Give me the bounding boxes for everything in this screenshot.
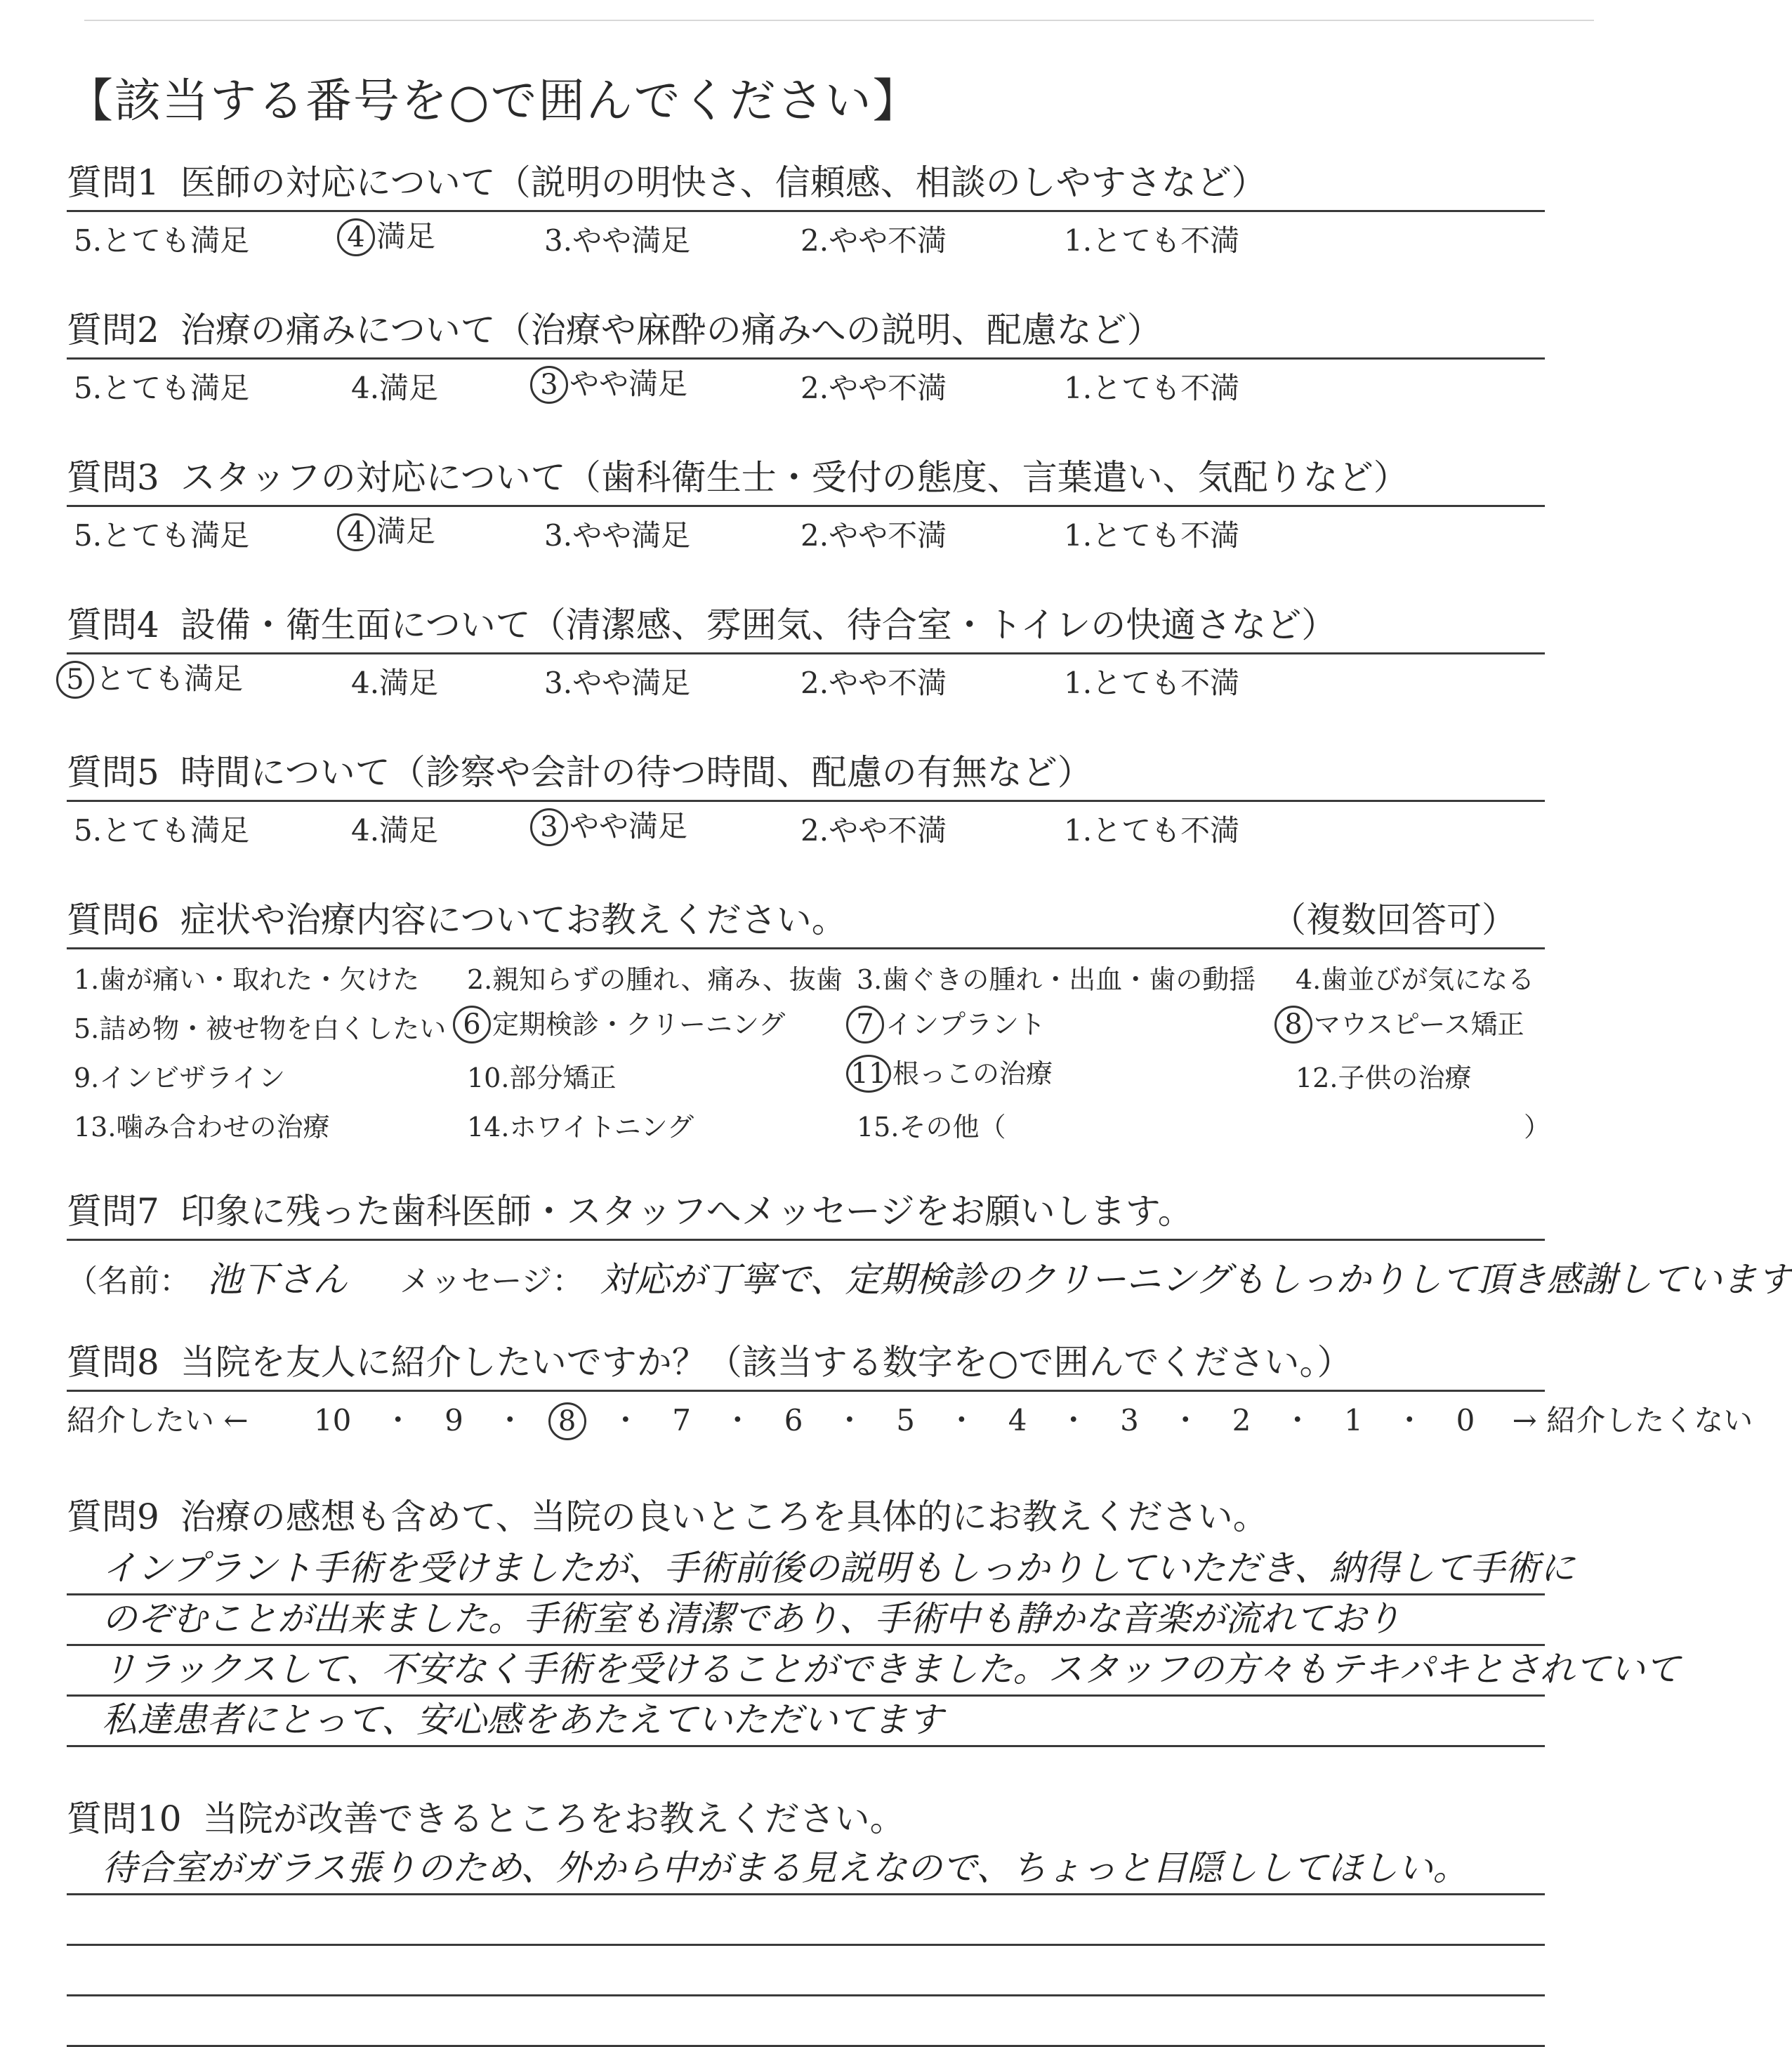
other-close-paren: ） [1524, 1112, 1551, 1143]
option-9[interactable]: 9.インビザライン [74, 1062, 286, 1093]
option-12[interactable]: 12.子供の治療 [1296, 1062, 1472, 1093]
option-1[interactable]: 1.とても不満 [1064, 371, 1240, 405]
question-text: 設備・衛生面について（清潔感、雰囲気、待合室・トイレの快適さなど） [180, 605, 1337, 645]
scale-6[interactable]: 6 [784, 1403, 803, 1437]
question-text: スタッフの対応について（歯科衛生士・受付の態度、言葉遣い、気配りなど） [180, 457, 1409, 498]
scale-0[interactable]: 0 [1456, 1403, 1475, 1437]
question-number: 質問5 [67, 752, 159, 793]
option-2[interactable]: 2.やや不満 [801, 813, 947, 848]
option-3-selected[interactable]: 3 やや満足 [530, 361, 687, 404]
answer-options [66, 654, 1545, 700]
scale-right-label: → 紹介したくない [1512, 1403, 1753, 1437]
option-4[interactable]: 4.満足 [351, 371, 439, 405]
selection-circle: 4 [337, 513, 375, 551]
option-5[interactable]: 5.とても満足 [74, 223, 250, 258]
option-1[interactable]: 1.歯が痛い・取れた・欠けた [74, 964, 420, 995]
option-2[interactable]: 2.親知らずの腫れ、痛み、抜歯 [467, 964, 843, 995]
question-text: 印象に残った歯科医師・スタッフへメッセージをお願いします。 [180, 1191, 1193, 1232]
option-15-other[interactable]: 15.その他（ [857, 1112, 1006, 1143]
question-9 [67, 1492, 1545, 1541]
symptom-options [67, 949, 1551, 1153]
message-label: メッセージ： [400, 1263, 584, 1299]
question-number: 質問4 [67, 605, 159, 645]
option-4[interactable]: 4.歯並びが気になる [1296, 964, 1535, 995]
option-6-selected[interactable]: 6 定期検診・クリーニング [453, 1003, 785, 1044]
selection-circle: 5 [56, 661, 94, 699]
question-number: 質問2 [67, 310, 159, 350]
option-4-selected[interactable]: 4 満足 [337, 213, 435, 256]
option-1[interactable]: 1.とても不満 [1064, 666, 1240, 700]
option-5[interactable]: 5.詰め物・被せ物を白くしたい [74, 1013, 447, 1044]
question-number: 質問8 [67, 1342, 159, 1383]
question-text: 治療の痛みについて（治療や麻酔の痛みへの説明、配慮など） [180, 310, 1162, 350]
option-4[interactable]: 4.満足 [351, 813, 439, 848]
selection-circle: 7 [846, 1006, 884, 1044]
answer-line: インプラント手術を受けましたが、手術前後の説明もしっかりしていただき、納得して手術に [67, 1545, 1545, 1595]
good-points-answer[interactable] [67, 1545, 1680, 1747]
option-2[interactable]: 2.やや不満 [801, 371, 947, 405]
question-text: 当院を友人に紹介したいですか？（該当する数字を○で囲んでください。） [180, 1342, 1352, 1383]
selection-circle: 6 [453, 1006, 491, 1044]
question-text: 医師の対応について（説明の明快さ、信頼感、相談のしやすさなど） [180, 162, 1267, 203]
page-top-border [84, 20, 1594, 21]
scale-5[interactable]: 5 [896, 1403, 915, 1437]
option-5-selected[interactable]: 5 とても満足 [56, 656, 243, 699]
scale-1[interactable]: 1 [1344, 1403, 1363, 1437]
question-5 [67, 748, 1545, 848]
answer-line: 私達患者にとって、安心感をあたえていただいてます [67, 1697, 1545, 1747]
question-text: 当院が改善できるところをお教えください。 [202, 1798, 905, 1839]
option-7-selected[interactable]: 7 インプラント [846, 1003, 1046, 1044]
selection-circle: 3 [530, 808, 568, 846]
selection-circle: 3 [530, 366, 568, 404]
name-value[interactable]: 池下さん [207, 1259, 348, 1300]
option-5[interactable]: 5.とても満足 [74, 371, 250, 405]
scale-9[interactable]: 9 [444, 1403, 463, 1437]
answer-options [67, 507, 1545, 553]
multiple-answers-note: （複数回答可） [1271, 900, 1517, 940]
question-number: 質問7 [67, 1191, 159, 1232]
option-13[interactable]: 13.噛み合わせの治療 [74, 1112, 330, 1143]
option-3[interactable]: 3.やや満足 [544, 518, 691, 553]
question-number: 質問10 [67, 1798, 182, 1839]
option-10[interactable]: 10.部分矯正 [467, 1062, 617, 1093]
improvement-answer[interactable] [67, 1845, 1545, 2047]
question-8 [67, 1338, 1545, 1392]
question-1 [67, 158, 1545, 258]
answer-line [67, 1895, 1545, 1946]
question-2 [67, 305, 1545, 405]
answer-options [67, 360, 1545, 405]
divider [67, 1239, 1545, 1241]
option-1[interactable]: 1.とても不満 [1064, 223, 1240, 258]
answer-line: のぞむことが出来ました。手術室も清潔であり、手術中も静かな音楽が流れており [67, 1595, 1545, 1646]
question-3 [67, 453, 1545, 553]
referral-scale: 紹介したい ← 10 ・ 9 ・ 8 ・ 7 ・ 6 ・ 5 ・ 4 ・ 3 ・ 2 ・ 1 ・ 0 → 紹介したくない [67, 1397, 1545, 1440]
question-10 [67, 1794, 1545, 1843]
scale-7[interactable]: 7 [672, 1403, 692, 1437]
question-7 [67, 1187, 1545, 1241]
name-label: （名前： [67, 1263, 190, 1299]
option-8-selected[interactable]: 8 マウスピース矯正 [1274, 1003, 1524, 1044]
option-3[interactable]: 3.歯ぐきの腫れ・出血・歯の動揺 [857, 964, 1256, 995]
scale-4[interactable]: 4 [1008, 1403, 1027, 1437]
question-number: 質問3 [67, 457, 159, 498]
option-5[interactable]: 5.とても満足 [74, 813, 250, 848]
answer-line [67, 1996, 1545, 2047]
option-3-selected[interactable]: 3 やや満足 [530, 803, 687, 846]
question-number: 質問9 [67, 1496, 159, 1537]
option-1[interactable]: 1.とても不満 [1064, 813, 1240, 848]
selection-circle: 4 [337, 218, 375, 256]
question-text: 時間について（診察や会計の待つ時間、配慮の有無など） [180, 752, 1093, 793]
question-6 [67, 895, 1551, 1153]
option-2[interactable]: 2.やや不満 [801, 223, 947, 258]
option-11-selected[interactable]: 11 根っこの治療 [846, 1052, 1053, 1093]
option-3[interactable]: 3.やや満足 [544, 666, 691, 700]
answer-options [67, 802, 1545, 848]
divider [67, 1390, 1545, 1392]
scale-10[interactable]: 10 [313, 1403, 352, 1437]
scale-2[interactable]: 2 [1232, 1403, 1251, 1437]
scale-left-label: 紹介したい ← [67, 1403, 249, 1437]
answer-line: リラックスして、不安なく手術を受けることができました。スタッフの方々もテキパキとされていて [67, 1646, 1545, 1697]
option-4-selected[interactable]: 4 満足 [337, 508, 435, 551]
option-1[interactable]: 1.とても不満 [1064, 518, 1240, 553]
message-value[interactable]: 対応が丁寧で、定期検診のクリーニングもしっかりして頂き感謝しています [600, 1259, 1792, 1300]
scale-3[interactable]: 3 [1120, 1403, 1139, 1437]
scale-8-selected[interactable]: 8 [548, 1402, 586, 1440]
option-5[interactable]: 5.とても満足 [74, 518, 250, 553]
selection-circle: 11 [846, 1055, 891, 1093]
selection-circle: 8 [1274, 1006, 1312, 1044]
question-text: 症状や治療内容についてお教えください。 [180, 900, 847, 940]
question-text: 治療の感想も含めて、当院の良いところを具体的にお教えください。 [180, 1496, 1268, 1537]
question-number: 質問6 [67, 900, 159, 940]
answer-line [67, 1946, 1545, 1996]
answer-line: 待合室がガラス張りのため、外から中がまる見えなので、ちょっと目隠ししてほしい。 [67, 1845, 1545, 1895]
option-4[interactable]: 4.満足 [351, 666, 439, 700]
message-row [67, 1251, 1792, 1302]
answer-options [67, 212, 1545, 258]
question-number: 質問1 [67, 162, 159, 203]
option-3[interactable]: 3.やや満足 [544, 223, 691, 258]
option-2[interactable]: 2.やや不満 [801, 518, 947, 553]
option-2[interactable]: 2.やや不満 [801, 666, 947, 700]
form-title: 【該当する番号を○で囲んでください】 [67, 74, 921, 128]
question-4 [66, 600, 1545, 700]
option-14[interactable]: 14.ホワイトニング [467, 1112, 694, 1143]
